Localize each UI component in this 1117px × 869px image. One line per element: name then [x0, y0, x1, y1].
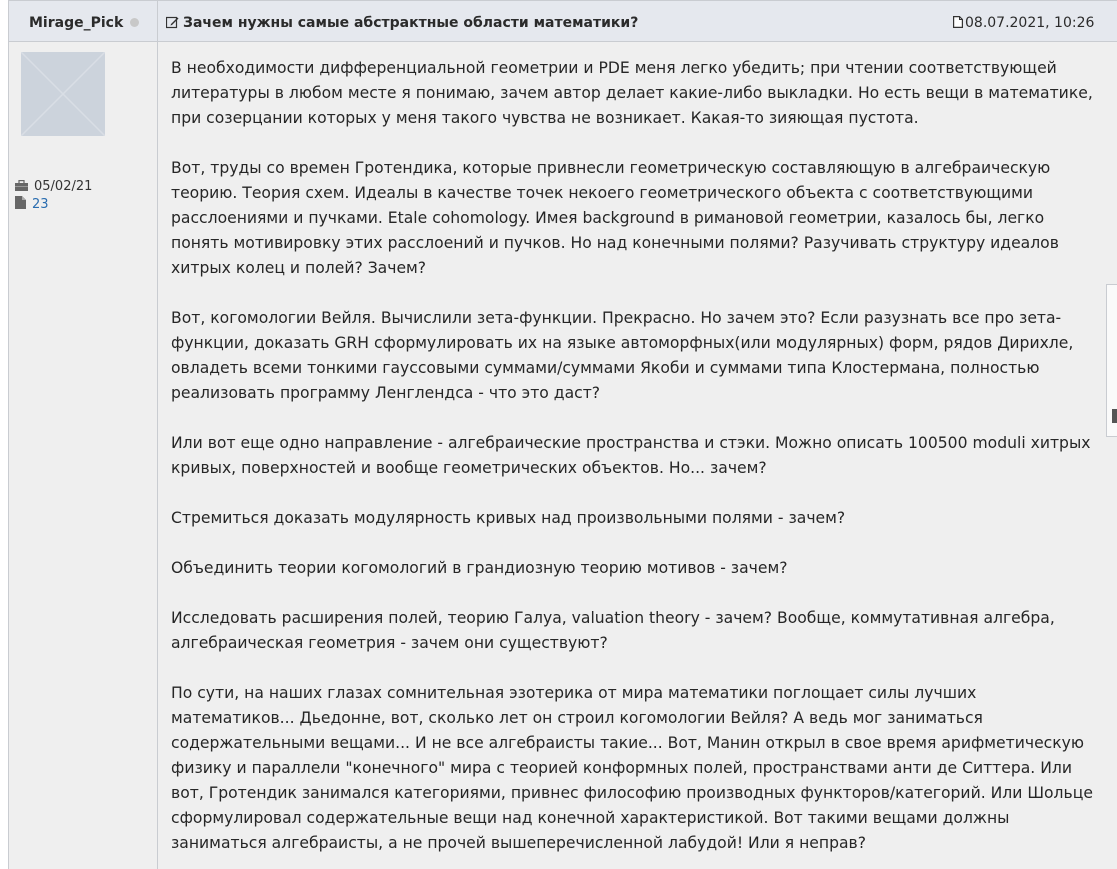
post-count-row: [15, 196, 49, 212]
post-title: Зачем нужны самые абстрактные области математики?: [183, 15, 639, 31]
side-scroll-tab[interactable]: [1106, 284, 1117, 437]
paragraph: Вот, когомологии Вейля. Вычислили зета-функции. Прекрасно. Но зачем это? Если разузнать все про зета-функции, доказать GRH сформулировать их на языке автоморфных(или модулярных) форм, рядов Дирихле, овладеть всеми тонкими гауссовыми суммами/суммами Якоби и суммами типа Клостермана, полностью реализовать программу Ленглендса - что это даст?: [171, 309, 1074, 402]
post-count-link[interactable]: 23: [32, 197, 49, 212]
paragraph: Исследовать расширения полей, теорию Галуа, valuation theory - зачем? Вообще, коммутативная алгебра, алгебраическая геометрия - зачем они существуют?: [171, 609, 1055, 652]
edit-icon: [166, 16, 179, 29]
paragraph: По сути, на наших глазах сомнительная эзотерика от мира математики поглощает силы лучших математиков... Дьедонне, вот, сколько лет он строил когомологии Вейля? А ведь мог заниматься содержательными вещами... И не все алгебраисты такие... Вот, Манин открыл в свое время арифметическую физику и параллели "конечного" мира с теорией конформных полей, пространствами анти де Ситтера. Или вот, Гротендик занимался категориями, привнес философию производных функторов/категорий. Или Шольце сформулировал содержательные вещи над конечной характеристикой. Вот такими вещами должны заниматься алгебраисты, а не прочей вышеперечисленной лабудой! Или я неправ?: [171, 684, 1093, 852]
forum-post: [8, 0, 1117, 869]
post-body: [171, 56, 1103, 869]
briefcase-icon: [15, 180, 28, 191]
document-icon: [953, 16, 963, 28]
paragraph: Стремиться доказать модулярность кривых над произвольными полями - зачем?: [171, 509, 846, 527]
post-header: [9, 1, 1117, 42]
paragraph: Вот, труды со времен Гротендика, которые привнесли геометрическую составляющую в алгебраическую теорию. Теория схем. Идеалы в качестве точек некоего геометрического объекта с соответствующими расслоениями и пучками. Etale cohomology. Имея background в римановой геометрии, казалось бы, легко понять мотивировку этих расслоений и пучков. Но над конечными полями? Разучивать структуру идеалов хитрых колец и полей? Зачем?: [171, 159, 1059, 277]
author-name[interactable]: Mirage_Pick: [29, 15, 124, 31]
avatar-placeholder-icon: [21, 52, 105, 136]
join-date: 05/02/21: [34, 179, 93, 194]
avatar[interactable]: [21, 52, 105, 136]
post-date: 08.07.2021, 10:26: [965, 15, 1095, 31]
online-status-dot: [130, 18, 139, 27]
paragraph: Или вот еще одно направление - алгебраические пространства и стэки. Можно описать 100500 moduli хитрых кривых, поверхностей и вообще геометрических объектов. Но... зачем?: [171, 434, 1091, 477]
paragraph: Объединить теории когомологий в грандиозную теорию мотивов - зачем?: [171, 559, 788, 577]
paragraph: В необходимости дифференциальной геометрии и PDE меня легко убедить; при чтении соответствующей литературы в любом месте я понимаю, зачем автор делает какие-либо выкладки. Но есть вещи в математике, при созерцании которых у меня такого чувства не возникает. Какая-то зияющая пустота.: [171, 59, 1093, 127]
author-sidebar: [9, 42, 158, 869]
join-date-row: [15, 179, 92, 194]
scroll-tab-handle[interactable]: [1112, 409, 1117, 423]
author-cell: [9, 1, 158, 41]
file-icon: [15, 196, 26, 209]
title-cell: [159, 1, 1117, 41]
